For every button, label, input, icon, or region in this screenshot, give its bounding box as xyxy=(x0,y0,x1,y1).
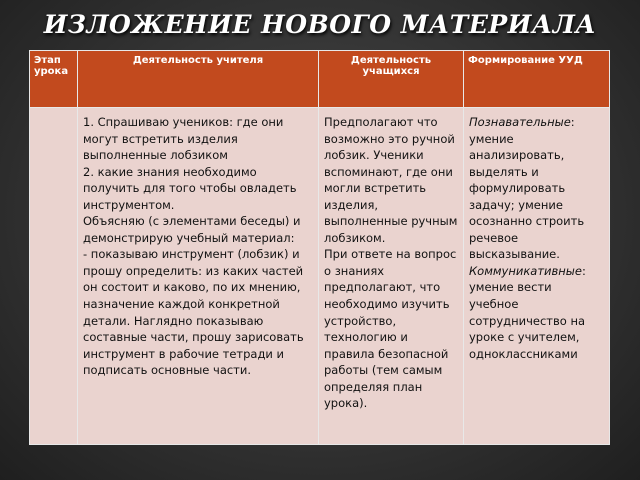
students-cell xyxy=(319,108,464,445)
lesson-table xyxy=(29,50,610,445)
teacher-item-1: 1. Спрашиваю учеников: где они могут встретить изделия выполненные лобзиком xyxy=(83,115,284,163)
teacher-item-3: Объясняю (с элементами беседы) и демонстрирую учебный материал: xyxy=(83,214,301,245)
header-uud: Формирование УУД xyxy=(464,51,610,108)
header-stage: Этап урока xyxy=(30,51,78,108)
stage-cell xyxy=(30,108,78,445)
uud-cognitive xyxy=(469,114,604,263)
uud-communicative-text: : умение вести учебное сотрудничество на уроке с учителем, одноклассниками xyxy=(469,263,586,361)
header-row xyxy=(30,51,610,108)
uud-cognitive-label: Познавательные xyxy=(469,115,571,129)
uud-communicative-label: Коммуникативные xyxy=(469,263,582,278)
header-students: Деятельность учащихся xyxy=(319,51,464,108)
teacher-item-4: - показываю инструмент (лобзик) и прошу определить: из каких частей он состоит и каково, по их мнению, назначение каждой конкретной детали. Наглядно показываю составные части, прошу зарисовать инструмент в рабочие тетради и подписать основные части. xyxy=(83,247,304,378)
students-item-1: Предполагают что возможно это ручной лобзик. Ученики вспоминают, где они могли встретить изделия, выполненные ручным лобзиком. xyxy=(324,115,458,245)
teacher-item-2: 2. какие знания необходимо получить для того чтобы овладеть инструментом. xyxy=(83,164,297,212)
header-teacher: Деятельность учителя xyxy=(78,51,319,108)
students-item-2: При ответе на вопрос о знаниях предполагают, что необходимо изучить устройство, технологию и правила безопасной работы (тем самым определяя план урока). xyxy=(324,247,457,411)
content-row xyxy=(30,108,610,445)
uud-cell xyxy=(464,108,610,445)
teacher-cell xyxy=(78,108,319,445)
slide-title: ИЗЛОЖЕНИЕ НОВОГО МАТЕРИАЛА xyxy=(43,10,597,39)
uud-cognitive-text: : умение анализировать, выделять и формулировать задачу; умение осознанно строить речевое высказывание. xyxy=(469,115,585,262)
uud-communicative xyxy=(469,263,604,362)
